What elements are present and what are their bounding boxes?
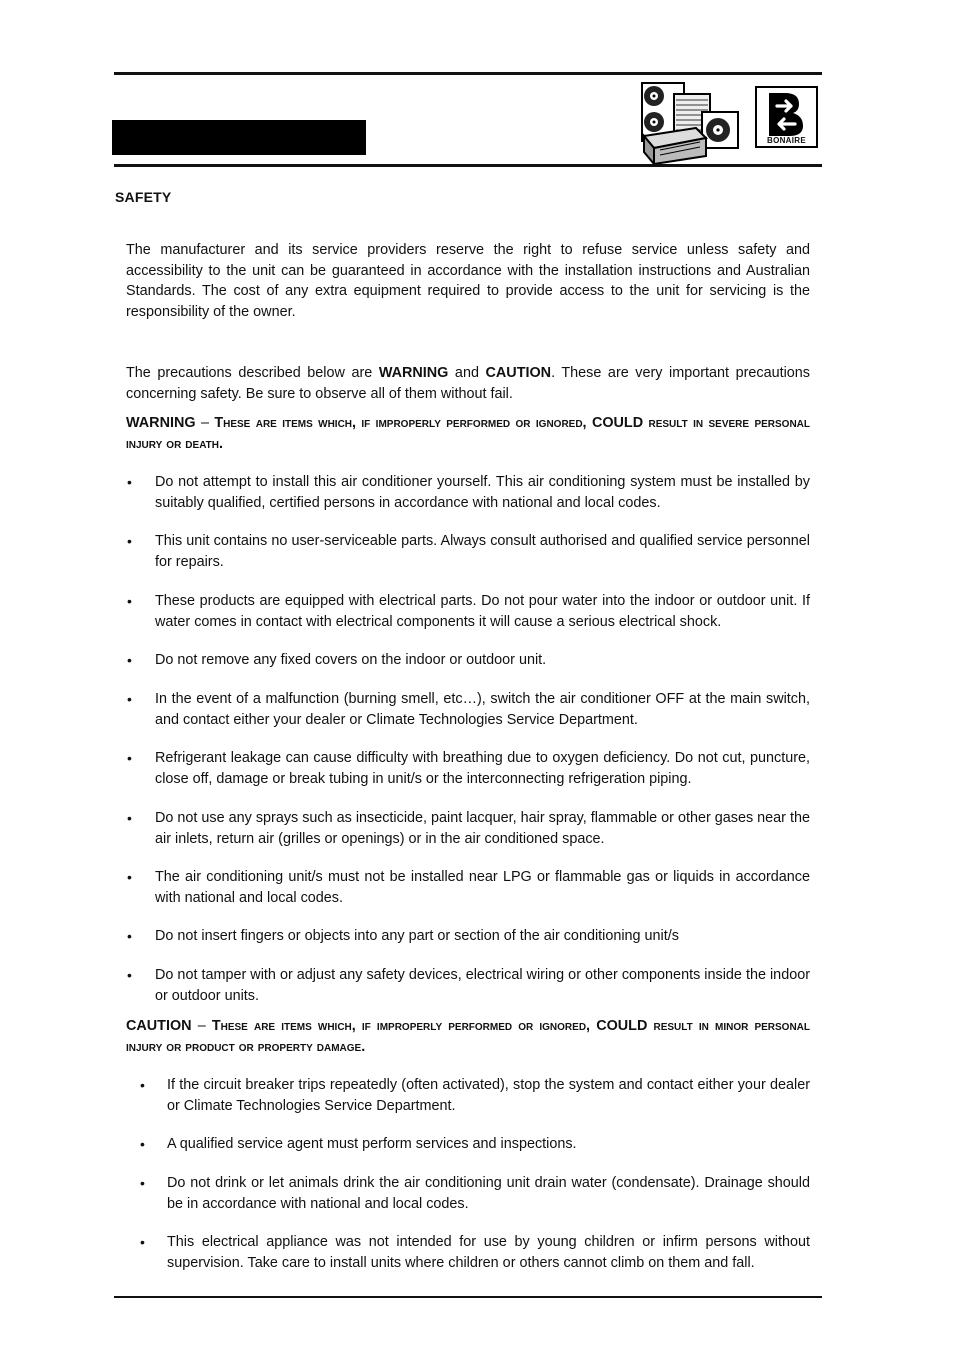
warning-item	[127, 965, 810, 1006]
caution-heading	[126, 1016, 810, 1058]
warning-item-text: Do not remove any fixed covers on the indoor or outdoor unit.	[155, 652, 547, 668]
warning-item-text: Refrigerant leakage can cause difficulty with breathing due to oxygen deficiency. Do not cut, puncture, close off, damage or break tubing in unit/s or the interconnecting refrigeration piping.	[155, 750, 810, 787]
section-title: SAFETY	[115, 189, 172, 205]
warning-item	[127, 650, 810, 671]
precautions-tail: . These are very important precautions concerning safety. Be sure to observe all of them without fail.	[126, 365, 810, 402]
bullet-icon: •	[127, 928, 132, 944]
intro-paragraph: The manufacturer and its service providers reserve the right to refuse service unless safety and accessibility to the unit can be guaranteed in accordance with the installation instructions and Australian Standards. The cost of any extra equipment required to provide access to the unit for servicing is the responsibility of the owner.	[126, 242, 810, 320]
caution-text-b: result in minor personal injury or product or property damage.	[126, 1018, 811, 1055]
bullet-icon: •	[127, 691, 132, 707]
bullet-icon: •	[140, 1077, 145, 1093]
caution-item	[140, 1232, 810, 1273]
warning-text-a: These are items which, if improperly performed or ignored,	[214, 415, 592, 431]
header-bottom-rule	[114, 164, 822, 167]
caution-could: COULD	[596, 1018, 648, 1034]
bullet-icon: •	[127, 533, 132, 549]
footer-rule	[114, 1296, 822, 1298]
warning-item	[127, 867, 810, 908]
bullet-icon: •	[127, 474, 132, 490]
warning-item-text: Do not use any sprays such as insecticide, paint lacquer, hair spray, flammable or other gases near the air inlets, return air (grilles or openings) or in the air conditioned space.	[155, 810, 810, 847]
warning-dash: –	[195, 415, 215, 431]
warning-item-text: Do not tamper with or adjust any safety devices, electrical wiring or other components inside the indoor or outdoor units.	[155, 967, 810, 1004]
bullet-icon: •	[127, 750, 132, 766]
logo-wordmark: BONAIRE	[767, 136, 806, 145]
precautions-paragraph	[126, 363, 810, 404]
caution-item-text: If the circuit breaker trips repeatedly (often activated), stop the system and contact either your dealer or Climate Technologies Service Department.	[167, 1077, 810, 1114]
warning-item	[127, 591, 810, 632]
precautions-warning-word: WARNING	[378, 365, 449, 381]
warning-could: COULD	[591, 415, 644, 431]
caution-item-text: A qualified service agent must perform services and inspections.	[167, 1136, 577, 1152]
warning-item	[127, 531, 810, 572]
warning-item-text: Do not insert fingers or objects into any part or section of the air conditioning unit/s	[155, 928, 679, 944]
header-title-bar	[112, 120, 366, 155]
caution-item-text: This electrical appliance was not intended for use by young children or infirm persons without supervision. Take care to install units where children or others cannot climb on them and fall.	[167, 1234, 810, 1271]
precautions-and: and	[448, 365, 486, 381]
header-top-rule	[114, 72, 822, 75]
caution-item	[140, 1134, 810, 1155]
warning-text-b: result in severe personal injury or death.	[126, 415, 811, 452]
warning-item	[127, 472, 810, 513]
warning-heading	[126, 413, 810, 455]
air-conditioner-units-icon	[640, 80, 740, 164]
bullet-icon: •	[127, 869, 132, 885]
warning-item-text: Do not attempt to install this air conditioner yourself. This air conditioning system must be installed by suitably qualified, certified persons in accordance with national and local codes.	[155, 474, 810, 511]
bonaire-logo	[755, 86, 818, 148]
precautions-lead: The precautions described below are	[126, 365, 379, 381]
warning-label: WARNING	[126, 415, 196, 431]
bullet-icon: •	[140, 1234, 145, 1250]
caution-label: CAUTION	[126, 1018, 192, 1034]
bullet-icon: •	[127, 810, 132, 826]
warning-item-text: These products are equipped with electrical parts. Do not pour water into the indoor or outdoor unit. If water comes in contact with electrical components it will cause a serious electrical shock.	[155, 593, 810, 630]
bullet-icon: •	[140, 1175, 145, 1191]
precautions-caution-word: CAUTION	[485, 365, 552, 381]
caution-text-a: These are items which, if improperly performed or ignored,	[211, 1018, 597, 1034]
caution-item	[140, 1173, 810, 1214]
warning-item	[127, 748, 810, 789]
bullet-icon: •	[127, 593, 132, 609]
bullet-icon: •	[140, 1136, 145, 1152]
bullet-icon: •	[127, 967, 132, 983]
caution-item-text: Do not drink or let animals drink the air conditioning unit drain water (condensate). Drainage should be in accordance with national and local codes.	[167, 1175, 810, 1212]
warning-item-text: This unit contains no user-serviceable parts. Always consult authorised and qualified service personnel for repairs.	[155, 533, 810, 570]
warning-item-text: The air conditioning unit/s must not be installed near LPG or flammable gas or liquids in accordance with national and local codes.	[155, 869, 810, 906]
warning-item	[127, 689, 810, 730]
warning-item-text: In the event of a malfunction (burning smell, etc…), switch the air conditioner OFF at the main switch, and contact either your dealer or Climate Technologies Service Department.	[155, 691, 810, 728]
bullet-icon: •	[127, 652, 132, 668]
warning-item	[127, 808, 810, 849]
caution-dash: –	[191, 1018, 212, 1034]
warning-item	[127, 926, 810, 947]
caution-item	[140, 1075, 810, 1116]
